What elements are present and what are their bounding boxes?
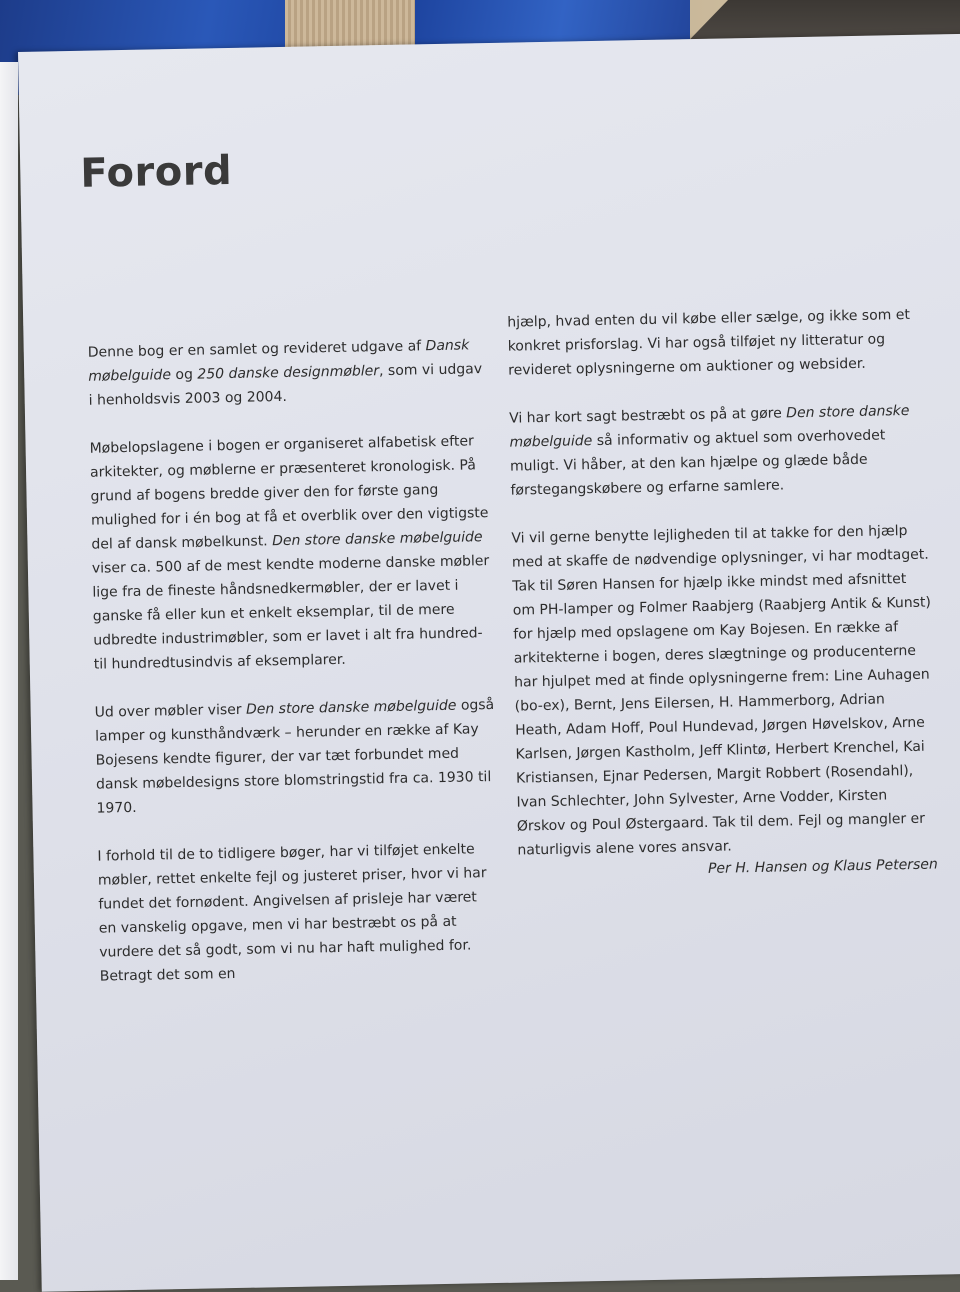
paragraph: Vi har kort sagt bestræbt os på at gøre Den store danske møbelguide så informativ og aktuel som overhovedet muligt. Vi håber, at den kan hjælpe og glæde både førstegangskøbere og erfarne samlere. [508, 402, 910, 499]
paragraph: Møbelopslagene i bogen er organiseret alfabetisk efter arkitekter, og møblerne er præsenteret kronologisk. På grund af bogens bredde giver den for første gang mulighed for i én bog at få et overblik over den vigtigste del af dansk møbelkunst. Den store danske møbelguide viser ca. 500 af de mest kendte moderne danske møbler lige fra de fineste håndsnedkermøbler, der er lavet i ganske få eller kun et enkelt eksemplar, til de mere udbredte industrimøbler, som er lavet i alt fra hundred- til hundredtusindvis af eksemplarer. [89, 433, 490, 673]
signature: Per H. Hansen og Klaus Petersen [707, 856, 938, 877]
paragraph: I forhold til de to tidligere bøger, har vi tilføjet enkelte møbler, rettet enkelte fejl og justeret priser, hvor vi har fundet det fornødent. Angivelsen af prisleje har været en vanskelig opgave, men vi har bestræbt os på at vurdere det så godt, som vi nu har haft mulighed for. Betragt det som en [97, 841, 487, 985]
paragraph: Vi vil gerne benytte lejligheden til at takke for den hjælp med at skaffe de nødvendige oplysninger, vi har modtaget. Tak til Søren Hansen for hjælp ikke mindst med afsnittet om PH-lamper og Folmer Raabjerg (Raabjerg Antik & Kunst) for hjælp med opslagene om Kay Bojesen. En række af arkitekterne i bogen, deres slægtninge og producenterne har hjulpet med at finde oplysningerne frem: Line Auhagen (bo-ex), Bernt, Jens Eilersen, H. Hammerborg, Adrian Heath, Adam Hoff, Poul Hundevad, Jørgen Høvelskov, Arne Karlsen, Jørgen Kastholm, Jeff Klintø, Herbert Krenchel, Kai Kristiansen, Ejnar Pedersen, Margit Robbert (Rosendahl), Ivan Schlechter, John Sylvester, Arne Vodder, Kirsten Ørskov og Poul Østergaard. Tak til dem. Fejl og mangler er naturligvis alene vores ansvar. [511, 523, 932, 859]
left-column [88, 333, 501, 1013]
right-column [507, 303, 938, 887]
page-edge [0, 62, 18, 1280]
paragraph: Denne bog er en samlet og revideret udgave af Dansk møbelguide og 250 danske designmøbler, som vi udgav i henholdsvis 2003 og 2004. [87, 337, 483, 409]
paragraph: hjælp, hvad enten du vil købe eller sælge, og ikke som et konkret prisforslag. Vi har også tilføjet ny litteratur og revideret oplysningerne om auktioner og websider. [507, 306, 911, 379]
paragraph: Ud over møbler viser Den store danske møbelguide også lamper og kunsthåndværk – herunder en række af Kay Bojesens kendte figurer, der var tæt forbundet med dansk møbeldesigns store blomstringstid fra ca. 1930 til 1970. [94, 696, 495, 817]
page-title: Forord [79, 147, 233, 197]
book-page [18, 34, 960, 1292]
